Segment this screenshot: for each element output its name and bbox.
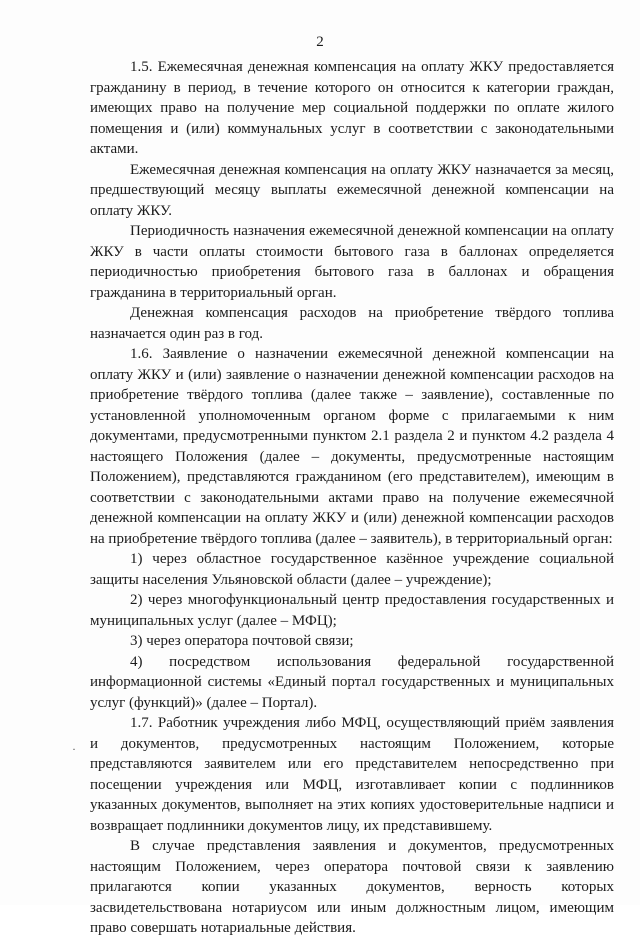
paragraph-compensation-period: Ежемесячная денежная компенсация на оплату ЖКУ назначается за месяц, предшествующий месяцу выплаты ежемесячной денежной компенсации на оплату ЖКУ. (90, 161, 614, 219)
paragraph-1-5: 1.5. Ежемесячная денежная компенсация на оплату ЖКУ предоставляется гражданину в период, в течение которого он относится к категории граждан, имеющих право на получение мер социальной поддержки по оплате жилого помещения и (или) коммунальных услуг в соответствии с законодательными актами. (90, 59, 614, 157)
paragraph-1-6: 1.6. Заявление о назначении ежемесячной денежной компенсации на оплату ЖКУ и (или) заявление о назначении денежной компенсации расходов на приобретение твёрдого топлива (далее также – заявление), составленные по установленной уполномоченным органом форме с прилагаемыми к ним документами, предусмотренными пунктом 2.1 раздела 2 и пунктом 4.2 раздела 4 настоящего Положения (далее – документы, предусмотренные настоящим Положением), представляются гражданином (его представителем), имеющим в соответствии с законодательными актами право на получение ежемесячной денежной компенсации на оплату ЖКУ и (или) денежной компенсации расходов на приобретение твёрдого топлива (далее – заявитель), в территориальный орган: (90, 346, 614, 547)
paragraph-postal: В случае представления заявления и документов, предусмотренных настоящим Положением, через оператора почтовой связи к заявлению прилагаются копии указанных документов, верность которых засвидетельствована нотариусом или иным должностным лицом, имеющим право совершать нотариальные действия. (90, 838, 614, 936)
page-number: 2 (316, 34, 324, 50)
list-item-4: 4) посредством использования федеральной государственной информационной системы «Единый портал государственных и муниципальных услуг (функций)» (далее – Портал). (90, 653, 614, 711)
paragraph-1-7: 1.7. Работник учреждения либо МФЦ, осуществляющий приём заявления и документов, предусмотренных настоящим Положением, которые представляются заявителем или его представителем непосредственно при посещении учреждения или МФЦ, изготавливает копии с подлинников указанных документов, выполняет на этих копиях удостоверительные надписи и возвращает подлинники документов лицу, их представившему. (90, 715, 614, 834)
paragraph-solid-fuel: Денежная компенсация расходов на приобретение твёрдого топлива назначается один раз в год. (90, 305, 614, 342)
document-body (90, 57, 614, 939)
list-item-1: 1) через областное государственное казённое учреждение социальной защиты населения Ульяновской области (далее – учреждение); (90, 551, 614, 588)
paragraph-gas-periodicity: Периодичность назначения ежемесячной денежной компенсации на оплату ЖКУ в части оплаты стоимости бытового газа в баллонах определяется периодичностью приобретения бытового газа в баллонах и обращения гражданина в территориальный орган. (90, 223, 614, 301)
list-item-3: 3) через оператора почтовой связи; (130, 633, 354, 649)
margin-dot-mark: · (72, 742, 76, 756)
list-item-2: 2) через многофункциональный центр предоставления государственных и муниципальных услуг (далее – МФЦ); (90, 592, 614, 629)
